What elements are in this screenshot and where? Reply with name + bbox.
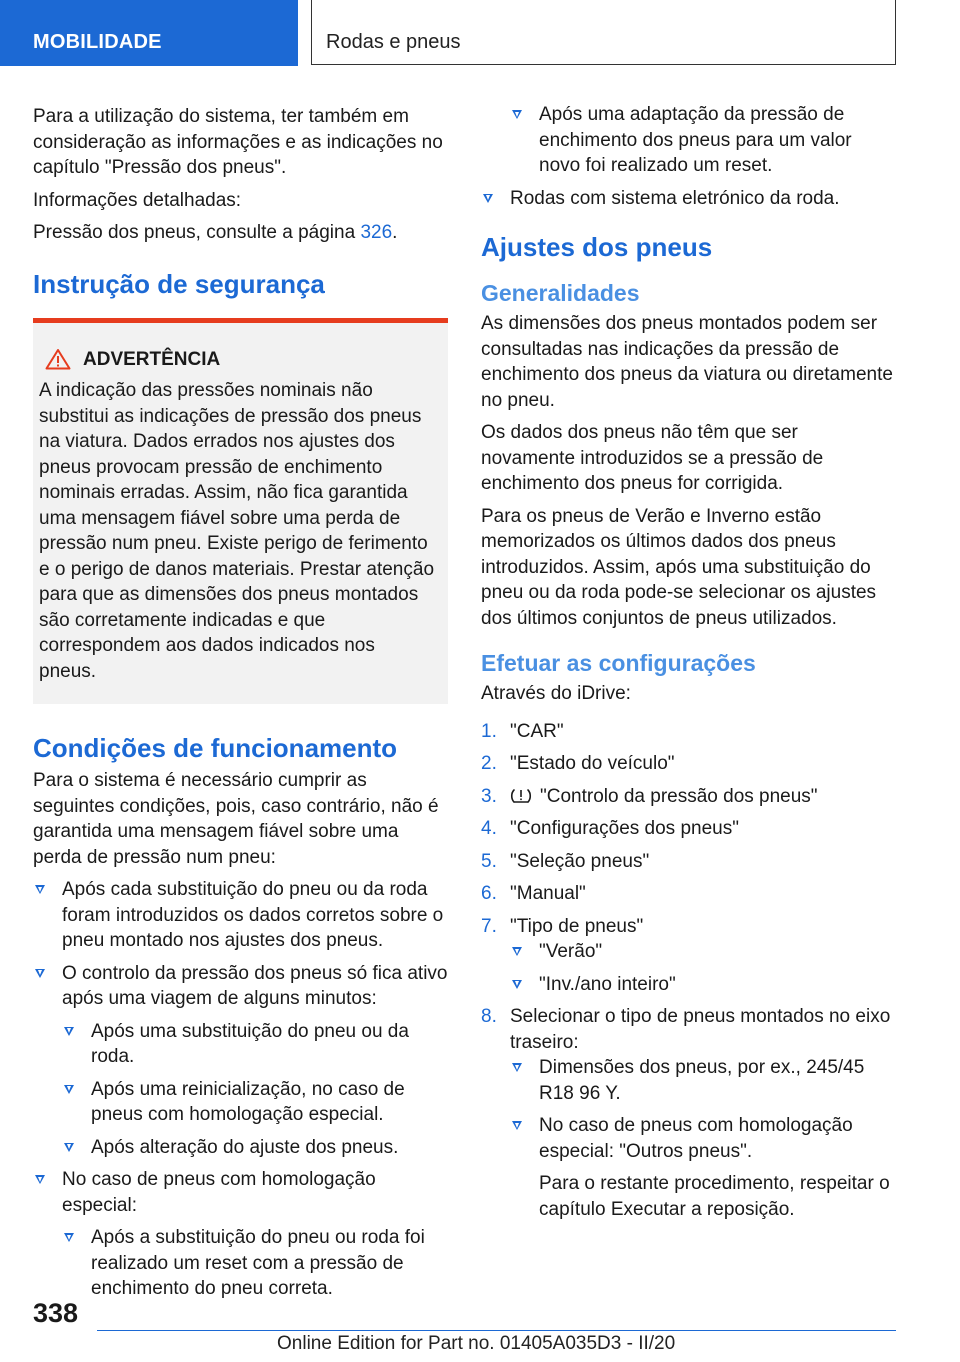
config-paragraph: Através do iDrive:	[481, 683, 631, 704]
footer-edition: Online Edition for Part no. 01405A035D3 - II/20	[277, 1333, 676, 1354]
left-column	[33, 104, 448, 1309]
list-item-text: Após a substituição do pneu ou roda foi realizado um reset com a pressão de enchimento do pneu correta.	[91, 1227, 425, 1299]
triangle-bullet-icon	[64, 1143, 74, 1152]
list-item	[62, 1225, 448, 1302]
triangle-bullet-icon	[512, 110, 522, 119]
tire-pressure-icon	[510, 787, 532, 805]
steps-list	[481, 719, 896, 1223]
step-item	[481, 784, 896, 810]
triangle-bullet-icon	[64, 1085, 74, 1094]
step-number: 4.	[481, 818, 497, 839]
triangle-bullet-icon	[35, 885, 45, 894]
warning-triangle-icon	[45, 348, 71, 370]
step-text: "Manual"	[510, 883, 586, 904]
triangle-bullet-icon	[64, 1233, 74, 1242]
list-item-text: O controlo da pressão dos pneus só fica ativo após uma viagem de alguns minutos:	[62, 962, 448, 1009]
warning-box	[33, 318, 448, 705]
intro-paragraph-2: Informações detalhadas:	[33, 189, 242, 211]
triangle-bullet-icon	[64, 1027, 74, 1036]
list-item-text: Após uma substituição do pneu ou da roda.	[91, 1020, 409, 1067]
list-item-text: Dimensões dos pneus, por ex., 245/45 R18 96 Y.	[539, 1057, 865, 1104]
list-item-text: Após alteração do ajuste dos pneus.	[91, 1136, 399, 1158]
step-item	[481, 914, 896, 998]
step-number: 5.	[481, 850, 497, 872]
step-item	[481, 1004, 896, 1222]
triangle-bullet-icon	[35, 969, 45, 978]
sub-list	[510, 1055, 896, 1222]
step-text: "Tipo de pneus"	[510, 915, 644, 937]
list-item-text: "Inv./ano inteiro"	[539, 973, 676, 995]
page-ref-suffix: .	[392, 222, 398, 243]
list-item	[33, 877, 448, 954]
sub-list	[510, 939, 896, 997]
list-item	[33, 1167, 448, 1302]
list-item-text: "Verão"	[539, 941, 603, 962]
page-ref-prefix: Pressão dos pneus, consulte a página	[33, 222, 361, 243]
general-heading: Generalidades	[481, 280, 640, 306]
step-number: 6.	[481, 883, 497, 904]
triangle-bullet-icon	[512, 1121, 522, 1130]
step-text: "Seleção pneus"	[510, 850, 650, 872]
conditions-paragraph: Para o sistema é necessário cumprir as seguintes condições, pois, caso contrário, não é garantida uma mensagem fiável sobre uma perda de pressão num pneu:	[33, 770, 439, 868]
list-item	[510, 939, 896, 965]
list-item	[510, 972, 896, 998]
intro-paragraph-3	[33, 220, 448, 246]
general-paragraph-2: Os dados dos pneus não têm que ser novamente introduzidos se a pressão de enchimento dos pneus for corrigida.	[481, 422, 824, 494]
conditions-list-continued	[481, 102, 896, 211]
config-heading: Efetuar as configurações	[481, 650, 756, 676]
list-item	[62, 1019, 448, 1070]
chapter-title: Rodas e pneus	[311, 0, 896, 65]
sub-list	[62, 1225, 448, 1302]
general-paragraph-3: Para os pneus de Verão e Inverno estão memorizados os últimos dados dos pneus introduzidos. Assim, após uma substituição do pneu ou da roda pode-se selecionar os ajustes dos últimos conjuntos de pneus utilizados.	[481, 505, 877, 629]
step-text: "CAR"	[510, 720, 564, 742]
step-note: Para o restante procedimento, respeitar o capítulo Executar a reposição.	[539, 1173, 890, 1220]
footer-divider	[97, 1330, 896, 1331]
step-text: "Configurações dos pneus"	[510, 818, 739, 839]
list-item-text: Após uma reinicialização, no caso de pneus com homologação especial.	[91, 1078, 405, 1125]
step-item	[481, 751, 896, 777]
intro-paragraph-1: Para a utilização do sistema, ter também em consideração as informações e as indicações no capítulo "Pressão dos pneus".	[33, 106, 443, 178]
list-item-text: Após cada substituição do pneu ou da roda foram introduzidos os dados corretos sobre o pneu montado nos ajustes dos pneus.	[62, 879, 444, 951]
triangle-bullet-icon	[512, 947, 522, 956]
warning-title	[45, 347, 436, 373]
step-text: "Estado do veículo"	[510, 753, 675, 774]
safety-heading: Instrução de segurança	[33, 268, 325, 299]
list-item-text: Após uma adaptação da pressão de enchimento dos pneus para um valor novo foi realizado um reset.	[539, 104, 852, 176]
list-item	[510, 1113, 896, 1222]
sub-list	[62, 1019, 448, 1161]
triangle-bullet-icon	[512, 1063, 522, 1072]
triangle-bullet-icon	[512, 980, 522, 989]
triangle-bullet-icon	[483, 194, 493, 203]
list-item	[62, 1077, 448, 1128]
tires-heading: Ajustes dos pneus	[481, 232, 713, 262]
list-item	[481, 186, 896, 212]
step-number: 3.	[481, 785, 497, 807]
section-tab: MOBILIDADE	[0, 0, 298, 66]
conditions-list	[33, 877, 448, 1302]
step-number: 7.	[481, 915, 497, 937]
page-number: 338	[33, 1298, 79, 1328]
page-header	[0, 0, 960, 66]
triangle-bullet-icon	[35, 1175, 45, 1184]
list-item-text: No caso de pneus com homologação especial: "Outros pneus".	[539, 1115, 853, 1162]
step-number: 8.	[481, 1006, 497, 1027]
step-text: "Controlo da pressão dos pneus"	[540, 785, 818, 807]
list-item-text: Rodas com sistema eletrónico da roda.	[510, 187, 840, 209]
list-item	[33, 961, 448, 1161]
step-item	[481, 881, 896, 907]
right-column	[481, 102, 896, 1229]
step-number: 2.	[481, 753, 497, 774]
page-ref-link[interactable]: 326	[360, 222, 393, 243]
list-item-text: No caso de pneus com homologação especial:	[62, 1169, 376, 1216]
list-item	[510, 1055, 896, 1106]
step-item	[481, 719, 896, 745]
step-text: Selecionar o tipo de pneus montados no eixo traseiro:	[510, 1006, 891, 1053]
general-paragraph-1: As dimensões dos pneus montados podem ser consultadas nas indicações da pressão de enchimento dos pneus da viatura ou diretamente no pneu.	[481, 313, 893, 411]
warning-title-text: ADVERTÊNCIA	[83, 348, 221, 370]
step-number: 1.	[481, 720, 497, 742]
step-item	[481, 816, 896, 842]
warning-text: A indicação das pressões nominais não substitui as indicações de pressão dos pneus na viatura. Dados errados nos ajustes dos pneus provocam pressão de enchimento nominais erradas. Assim, não fica garantida uma mensagem fiável sobre uma perda de pressão num pneu. Existe perigo de ferimento e o perigo de danos materiais. Prestar atenção para que as dimensões dos pneus montados são corretamente indicadas e que correspondem aos dados indicados nos pneus.	[39, 380, 435, 682]
list-item	[510, 102, 896, 179]
step-item	[481, 849, 896, 875]
conditions-heading: Condições de funcionamento	[33, 733, 398, 763]
list-item	[62, 1135, 448, 1161]
